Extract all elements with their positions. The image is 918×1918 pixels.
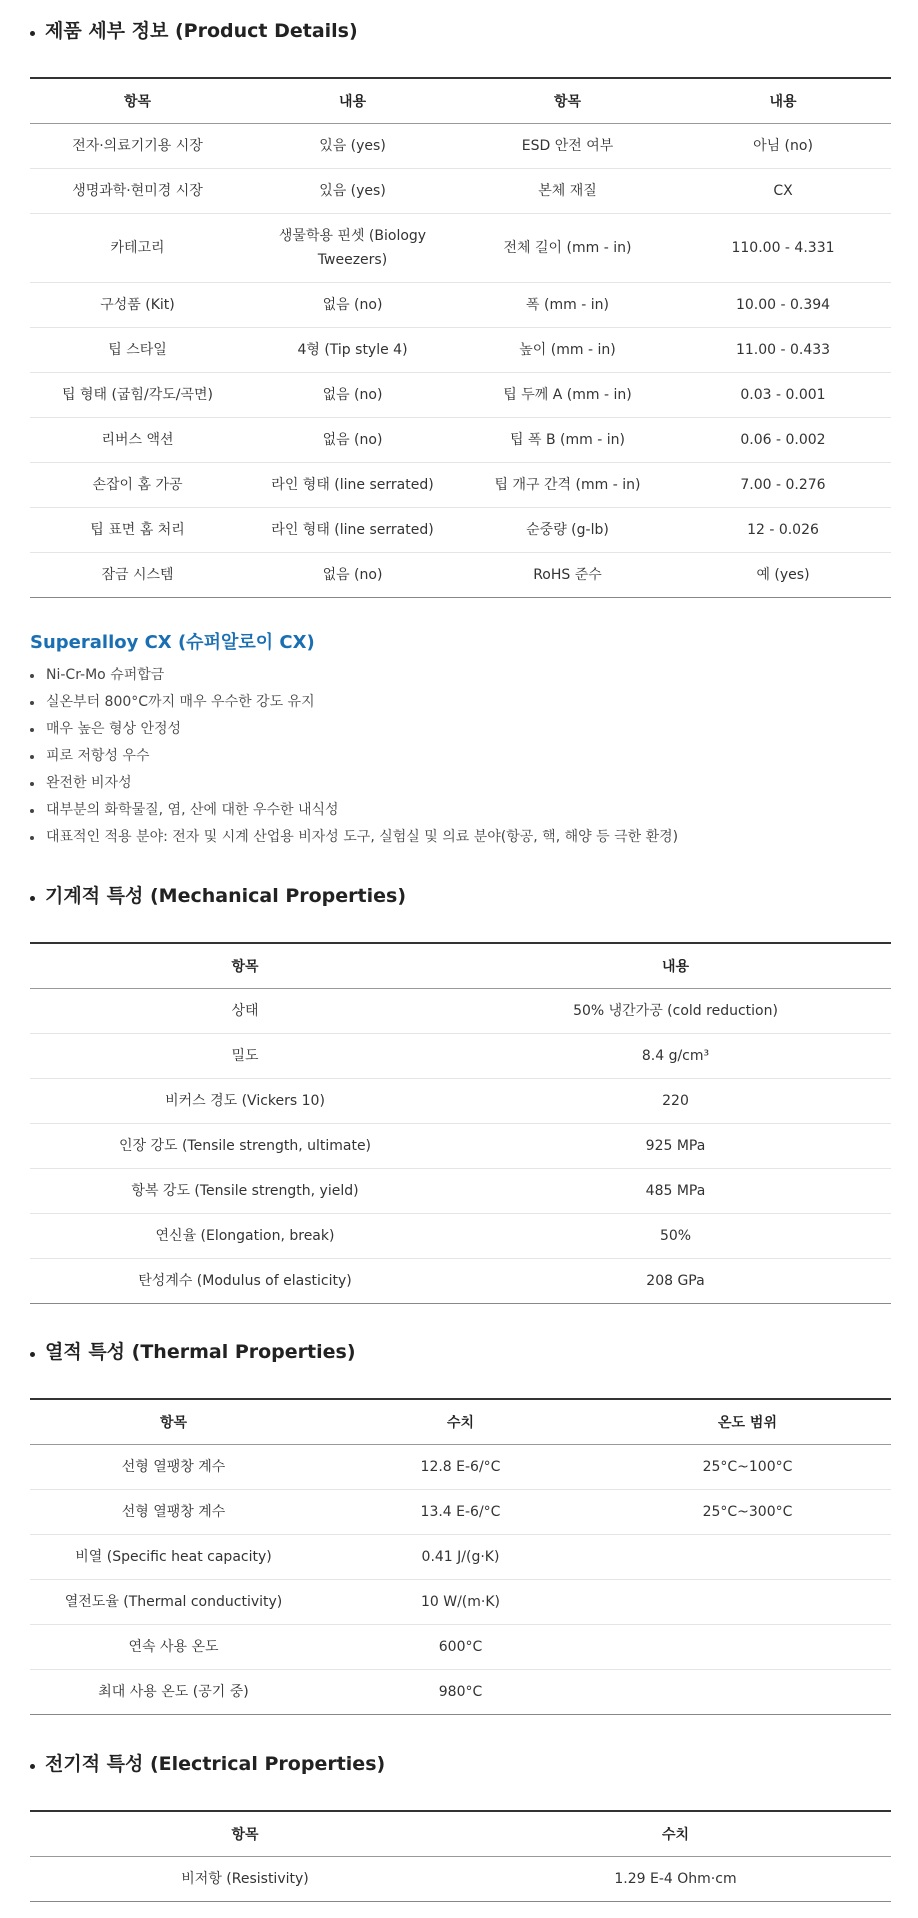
table-cell: 손잡이 홈 가공 [30, 463, 245, 508]
column-header: 항목 [30, 943, 460, 989]
table-cell: 높이 (mm - in) [460, 328, 675, 373]
table-row [30, 1214, 891, 1259]
table-cell: 생물학용 핀셋 (Biology Tweezers) [245, 214, 460, 283]
table-row [30, 1259, 891, 1304]
table-cell: 8.4 g/cm³ [460, 1034, 891, 1079]
mechanical-heading [30, 881, 406, 908]
table-cell: 208 GPa [646, 1273, 705, 1289]
table-cell: 인장 강도 (Tensile strength, ultimate) [30, 1124, 460, 1169]
bullet-icon [30, 701, 34, 705]
table-row [30, 418, 891, 463]
table-cell: 600°C [317, 1625, 604, 1670]
table-row [30, 989, 891, 1034]
column-header: 항목 [460, 78, 675, 124]
column-header: 항목 [30, 1399, 317, 1445]
bullet-icon [30, 809, 34, 813]
bullet-icon [30, 896, 35, 901]
table-cell: 1.29 E-4 Ohm·cm [614, 1871, 737, 1887]
list-item [30, 797, 918, 824]
table-cell: 팁 개구 간격 (mm - in) [460, 463, 675, 508]
table-cell: 있음 (yes) [245, 124, 460, 169]
product-details-heading-text: 제품 세부 정보 (Product Details) [45, 20, 358, 42]
table-cell: 최대 사용 온도 (공기 중) [98, 1684, 249, 1700]
table-cell: 10.00 - 0.394 [675, 283, 891, 328]
table-cell: 열전도율 (Thermal conductivity) [30, 1580, 317, 1625]
table-header-row [30, 1811, 891, 1857]
table-row [30, 1124, 891, 1169]
table-row [30, 1079, 891, 1124]
table-cell: 없음 (no) [322, 567, 383, 583]
table-row [30, 1857, 891, 1902]
table-cell: 없음 (no) [245, 418, 460, 463]
table-header-row [30, 1399, 891, 1445]
table-cell: 50% [460, 1214, 891, 1259]
product-details-table [30, 77, 891, 598]
list-item-text: Ni-Cr-Mo 슈퍼합금 [46, 667, 165, 683]
table-cell: 생명과학·현미경 시장 [30, 169, 245, 214]
table-row [30, 328, 891, 373]
table-row [30, 373, 891, 418]
table-cell: 라인 형태 (line serrated) [245, 463, 460, 508]
bullet-icon [30, 1352, 35, 1357]
table-header-row [30, 78, 891, 124]
list-item [30, 824, 918, 851]
bullet-icon [30, 728, 34, 732]
table-cell: 카테고리 [30, 214, 245, 283]
column-header: 온도 범위 [604, 1399, 891, 1445]
table-row [30, 553, 891, 598]
bullet-icon [30, 1764, 35, 1769]
alloy-feature-list [0, 662, 918, 851]
table-cell: 전자·의료기기용 시장 [30, 124, 245, 169]
column-header: 내용 [245, 78, 460, 124]
table-cell [604, 1670, 891, 1715]
table-cell: 7.00 - 0.276 [675, 463, 891, 508]
bullet-icon [30, 836, 34, 840]
table-cell: 연속 사용 온도 [30, 1625, 317, 1670]
product-details-heading [30, 16, 358, 43]
table-cell: 밀도 [30, 1034, 460, 1079]
table-row [30, 1580, 891, 1625]
table-cell: 없음 (no) [245, 283, 460, 328]
table-cell [604, 1625, 891, 1670]
table-cell: 팁 두께 A (mm - in) [460, 373, 675, 418]
table-cell: 13.4 E-6/°C [317, 1490, 604, 1535]
list-item-text: 피로 저항성 우수 [46, 748, 150, 764]
electrical-table [30, 1810, 891, 1902]
table-cell: 아님 (no) [675, 124, 891, 169]
table-cell: 팁 스타일 [30, 328, 245, 373]
table-cell: 없음 (no) [245, 373, 460, 418]
electrical-heading [30, 1749, 385, 1776]
table-cell: 12.8 E-6/°C [317, 1445, 604, 1490]
table-cell: 485 MPa [460, 1169, 891, 1214]
mechanical-heading-text: 기계적 특성 (Mechanical Properties) [45, 885, 407, 907]
column-header: 내용 [460, 943, 891, 989]
table-row [30, 1535, 891, 1580]
table-cell: 탄성계수 (Modulus of elasticity) [138, 1273, 352, 1289]
table-row [30, 214, 891, 283]
column-header: 내용 [675, 78, 891, 124]
table-cell: 110.00 - 4.331 [675, 214, 891, 283]
table-cell: 본체 재질 [460, 169, 675, 214]
table-cell: 상태 [30, 989, 460, 1034]
column-header: 수치 [317, 1399, 604, 1445]
alloy-title: Superalloy CX (슈퍼알로이 CX) [30, 632, 315, 653]
bullet-icon [30, 674, 34, 678]
column-header: 항목 [30, 78, 245, 124]
table-cell: 4형 (Tip style 4) [245, 328, 460, 373]
table-cell: 비열 (Specific heat capacity) [30, 1535, 317, 1580]
table-cell: 팁 폭 B (mm - in) [460, 418, 675, 463]
list-item [30, 662, 918, 689]
bullet-icon [30, 755, 34, 759]
table-cell: 220 [460, 1079, 891, 1124]
table-cell: 구성품 (Kit) [30, 283, 245, 328]
table-cell: 0.41 J/(g·K) [317, 1535, 604, 1580]
table-row [30, 169, 891, 214]
table-cell: 라인 형태 (line serrated) [245, 508, 460, 553]
mechanical-table [30, 942, 891, 1304]
table-cell: 0.06 - 0.002 [675, 418, 891, 463]
thermal-table [30, 1398, 891, 1715]
list-item [30, 716, 918, 743]
table-cell: 비커스 경도 (Vickers 10) [30, 1079, 460, 1124]
list-item-text: 대표적인 적용 분야: 전자 및 시계 산업용 비자성 도구, 실험실 및 의료 분야(항공, 핵, 해양 등 극한 환경) [46, 829, 679, 845]
table-cell: 25°C~300°C [604, 1490, 891, 1535]
table-cell: 팁 표면 홈 처리 [30, 508, 245, 553]
table-cell: 980°C [438, 1684, 483, 1700]
list-item-text: 실온부터 800°C까지 매우 우수한 강도 유지 [46, 694, 315, 710]
column-header: 항목 [30, 1811, 460, 1857]
table-cell: 10 W/(m·K) [317, 1580, 604, 1625]
table-cell: 11.00 - 0.433 [675, 328, 891, 373]
bullet-icon [30, 782, 34, 786]
table-cell: 선형 열팽창 계수 [30, 1445, 317, 1490]
table-cell: RoHS 준수 [533, 567, 602, 583]
table-cell: 예 (yes) [756, 567, 810, 583]
table-cell: 전체 길이 (mm - in) [460, 214, 675, 283]
bullet-icon [30, 31, 35, 36]
table-row [30, 463, 891, 508]
table-row [30, 1169, 891, 1214]
table-cell: 순중량 (g-lb) [460, 508, 675, 553]
column-header: 수치 [460, 1811, 891, 1857]
electrical-heading-text: 전기적 특성 (Electrical Properties) [45, 1753, 386, 1775]
table-cell: 0.03 - 0.001 [675, 373, 891, 418]
table-cell: 비저항 (Resistivity) [181, 1871, 309, 1887]
table-row [30, 1670, 891, 1715]
table-row [30, 1034, 891, 1079]
thermal-heading [30, 1337, 356, 1364]
table-cell: 팁 형태 (굽힘/각도/곡면) [30, 373, 245, 418]
table-cell: 선형 열팽창 계수 [30, 1490, 317, 1535]
table-row [30, 283, 891, 328]
list-item [30, 689, 918, 716]
table-cell: 25°C~100°C [604, 1445, 891, 1490]
table-cell: CX [675, 169, 891, 214]
table-cell [604, 1535, 891, 1580]
table-cell [604, 1580, 891, 1625]
table-cell: 리버스 액션 [30, 418, 245, 463]
table-header-row [30, 943, 891, 989]
table-cell: 폭 (mm - in) [460, 283, 675, 328]
table-row [30, 1625, 891, 1670]
thermal-heading-text: 열적 특성 (Thermal Properties) [45, 1341, 356, 1363]
table-cell: 잠금 시스템 [101, 567, 174, 583]
table-row [30, 124, 891, 169]
table-cell: 12 - 0.026 [675, 508, 891, 553]
table-cell: 925 MPa [460, 1124, 891, 1169]
list-item-text: 완전한 비자성 [46, 775, 132, 791]
list-item [30, 743, 918, 770]
list-item [30, 770, 918, 797]
table-cell: 항복 강도 (Tensile strength, yield) [30, 1169, 460, 1214]
table-row [30, 508, 891, 553]
alloy-section [0, 628, 918, 851]
list-item-text: 매우 높은 형상 안정성 [46, 721, 182, 737]
table-cell: ESD 안전 여부 [460, 124, 675, 169]
table-cell: 50% 냉간가공 (cold reduction) [460, 989, 891, 1034]
table-cell: 있음 (yes) [245, 169, 460, 214]
table-cell: 연신율 (Elongation, break) [30, 1214, 460, 1259]
table-row [30, 1490, 891, 1535]
table-row [30, 1445, 891, 1490]
list-item-text: 대부분의 화학물질, 염, 산에 대한 우수한 내식성 [46, 802, 339, 818]
